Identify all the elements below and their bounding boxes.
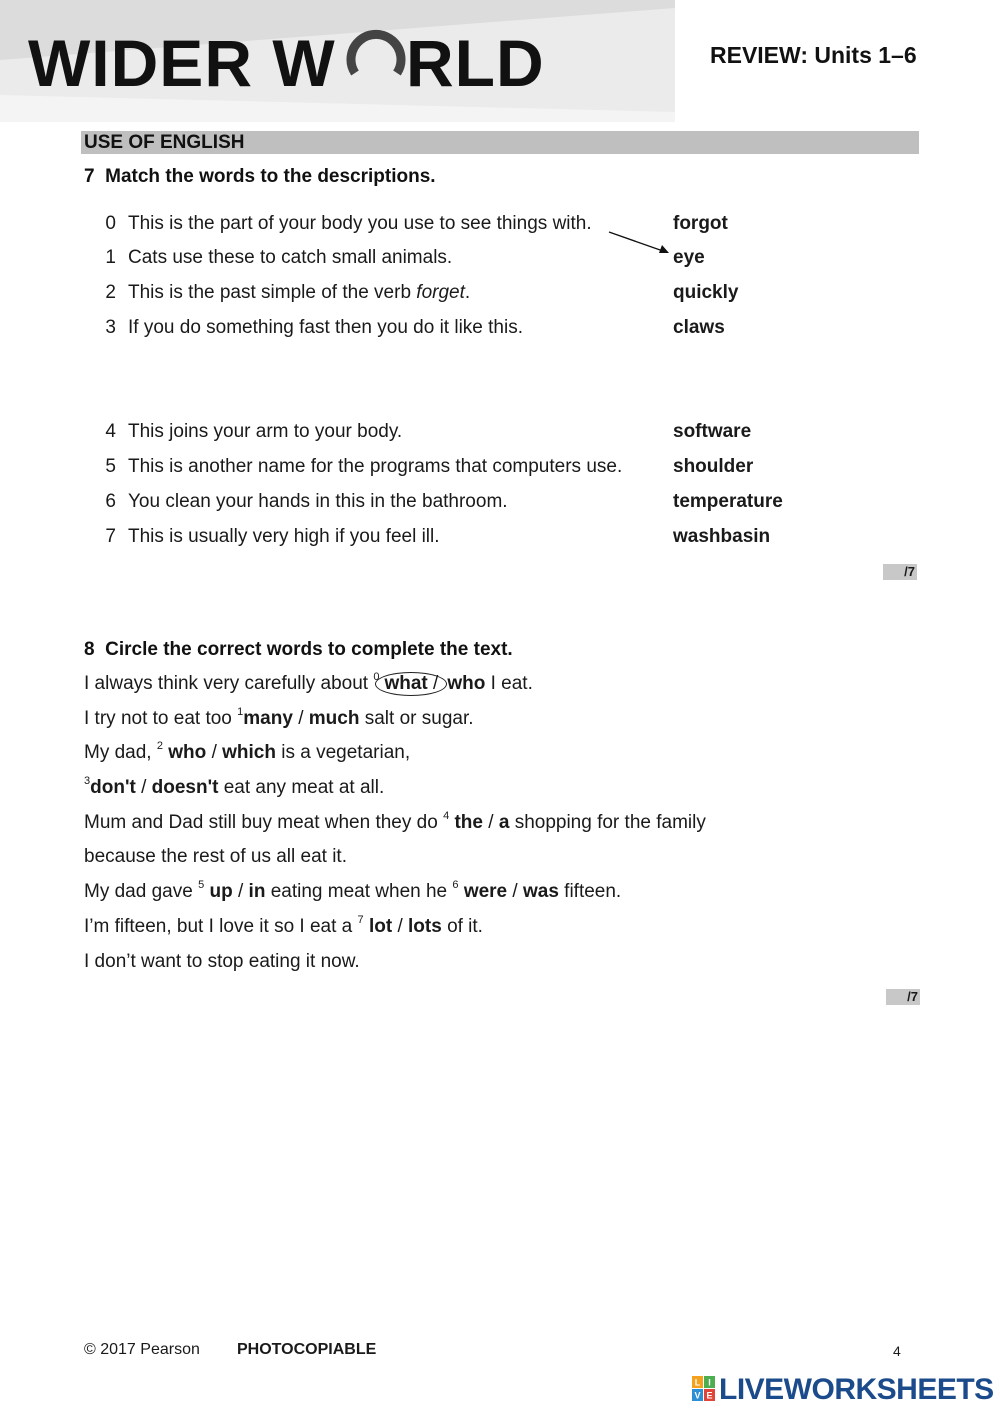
item-description: This is the past simple of the verb forget. xyxy=(128,282,471,303)
exercise-7-instruction: Match the words to the descriptions. xyxy=(105,166,436,187)
svg-text:RLD: RLD xyxy=(406,26,545,96)
item-number: 2 xyxy=(105,282,116,303)
option-word[interactable]: was xyxy=(522,881,559,902)
option-word[interactable]: a xyxy=(498,812,510,833)
item-description: If you do something fast then you do it like this. xyxy=(128,317,524,338)
circled-answer: what / xyxy=(375,672,447,696)
item-number: 7 xyxy=(105,526,116,547)
item-description: This is usually very high if you feel ill. xyxy=(128,526,440,547)
copyright: © 2017 Pearson xyxy=(84,1341,200,1358)
svg-text:V: V xyxy=(694,1390,701,1401)
item-description: This is the part of your body you use to see things with. xyxy=(128,213,592,234)
svg-text:L: L xyxy=(694,1377,701,1388)
option-word[interactable]: the xyxy=(454,812,483,833)
item-description: This joins your arm to your body. xyxy=(128,421,403,442)
photocopiable-label: PHOTOCOPIABLE xyxy=(237,1341,377,1358)
match-word[interactable]: quickly xyxy=(673,282,739,303)
exercise-8-number: 8 xyxy=(84,639,95,660)
option-word[interactable]: don't xyxy=(90,777,136,798)
section-title: USE OF ENGLISH xyxy=(84,132,245,153)
option-word[interactable]: who xyxy=(447,673,486,694)
item-number: 4 xyxy=(105,421,116,442)
match-word[interactable]: eye xyxy=(673,247,705,268)
score-box[interactable]: /7 xyxy=(883,564,917,580)
option-word[interactable]: much xyxy=(308,708,360,729)
review-title: REVIEW: Units 1–6 xyxy=(710,42,917,68)
option-word[interactable]: which xyxy=(222,742,276,763)
liveworksheets-logo-icon xyxy=(692,1376,716,1402)
option-word[interactable]: up xyxy=(209,881,233,902)
exercise-7-heading xyxy=(84,166,436,188)
item-description: Cats use these to catch small animals. xyxy=(128,247,453,268)
exercise-7-number: 7 xyxy=(84,166,95,187)
item-description: You clean your hands in this in the bathroom. xyxy=(128,491,508,512)
item-description: This is another name for the programs that computers use. xyxy=(128,456,623,477)
item-number: 5 xyxy=(105,456,116,477)
exercise-8-instruction: Circle the correct words to complete the text. xyxy=(105,639,513,660)
option-word[interactable]: lot xyxy=(368,916,393,937)
option-word[interactable]: many xyxy=(243,708,293,729)
match-word[interactable]: forgot xyxy=(673,213,728,234)
text-line: I don’t want to stop eating it now. xyxy=(84,951,360,972)
item-number: 3 xyxy=(105,317,116,338)
text-line: Mum and Dad still buy meat when they do $^4$ the / a shopping for the family xyxy=(84,810,706,833)
page-number: 4 xyxy=(893,1343,901,1359)
text-line: because the rest of us all eat it. xyxy=(84,846,347,867)
option-word[interactable]: who xyxy=(168,742,207,763)
match-word[interactable]: software xyxy=(673,421,752,442)
item-number: 6 xyxy=(105,491,116,512)
example-arrow-icon xyxy=(605,228,675,258)
text-line: My dad, $^2$ who / which is a vegetarian, xyxy=(84,740,411,763)
exercise-8-heading xyxy=(84,639,513,661)
match-word[interactable]: shoulder xyxy=(673,456,754,477)
item-number: 1 xyxy=(105,247,116,268)
match-word[interactable]: temperature xyxy=(673,491,783,512)
text-line: I’m fifteen, but I love it so I eat a $^7$ lot / lots of it. xyxy=(84,914,483,937)
match-word[interactable]: claws xyxy=(673,317,725,338)
svg-text:E: E xyxy=(706,1390,713,1401)
item-number: 0 xyxy=(105,213,116,234)
wider-world-logo xyxy=(28,26,558,96)
match-word[interactable]: washbasin xyxy=(673,526,771,547)
svg-text:WIDER W: WIDER W xyxy=(28,26,336,96)
option-word[interactable]: what xyxy=(384,673,428,694)
svg-text:I: I xyxy=(708,1377,711,1388)
text-line: I try not to eat too $^1$many / much salt or sugar. xyxy=(84,706,474,729)
text-line: $^3$don't / doesn't eat any meat at all. xyxy=(84,775,385,798)
option-word[interactable]: in xyxy=(248,881,266,902)
score-box[interactable]: /7 xyxy=(886,989,920,1005)
liveworksheets-brand[interactable]: LIVEWORKSHEETS xyxy=(719,1373,994,1406)
text-line: My dad gave $^5$ up / in eating meat when he $^6$ were / was fifteen. xyxy=(84,879,622,902)
option-word[interactable]: lots xyxy=(408,916,442,937)
option-word[interactable]: doesn't xyxy=(151,777,219,798)
option-word[interactable]: were xyxy=(463,881,508,902)
text-line: I always think very carefully about $^0$ what / who I eat. xyxy=(84,671,533,694)
